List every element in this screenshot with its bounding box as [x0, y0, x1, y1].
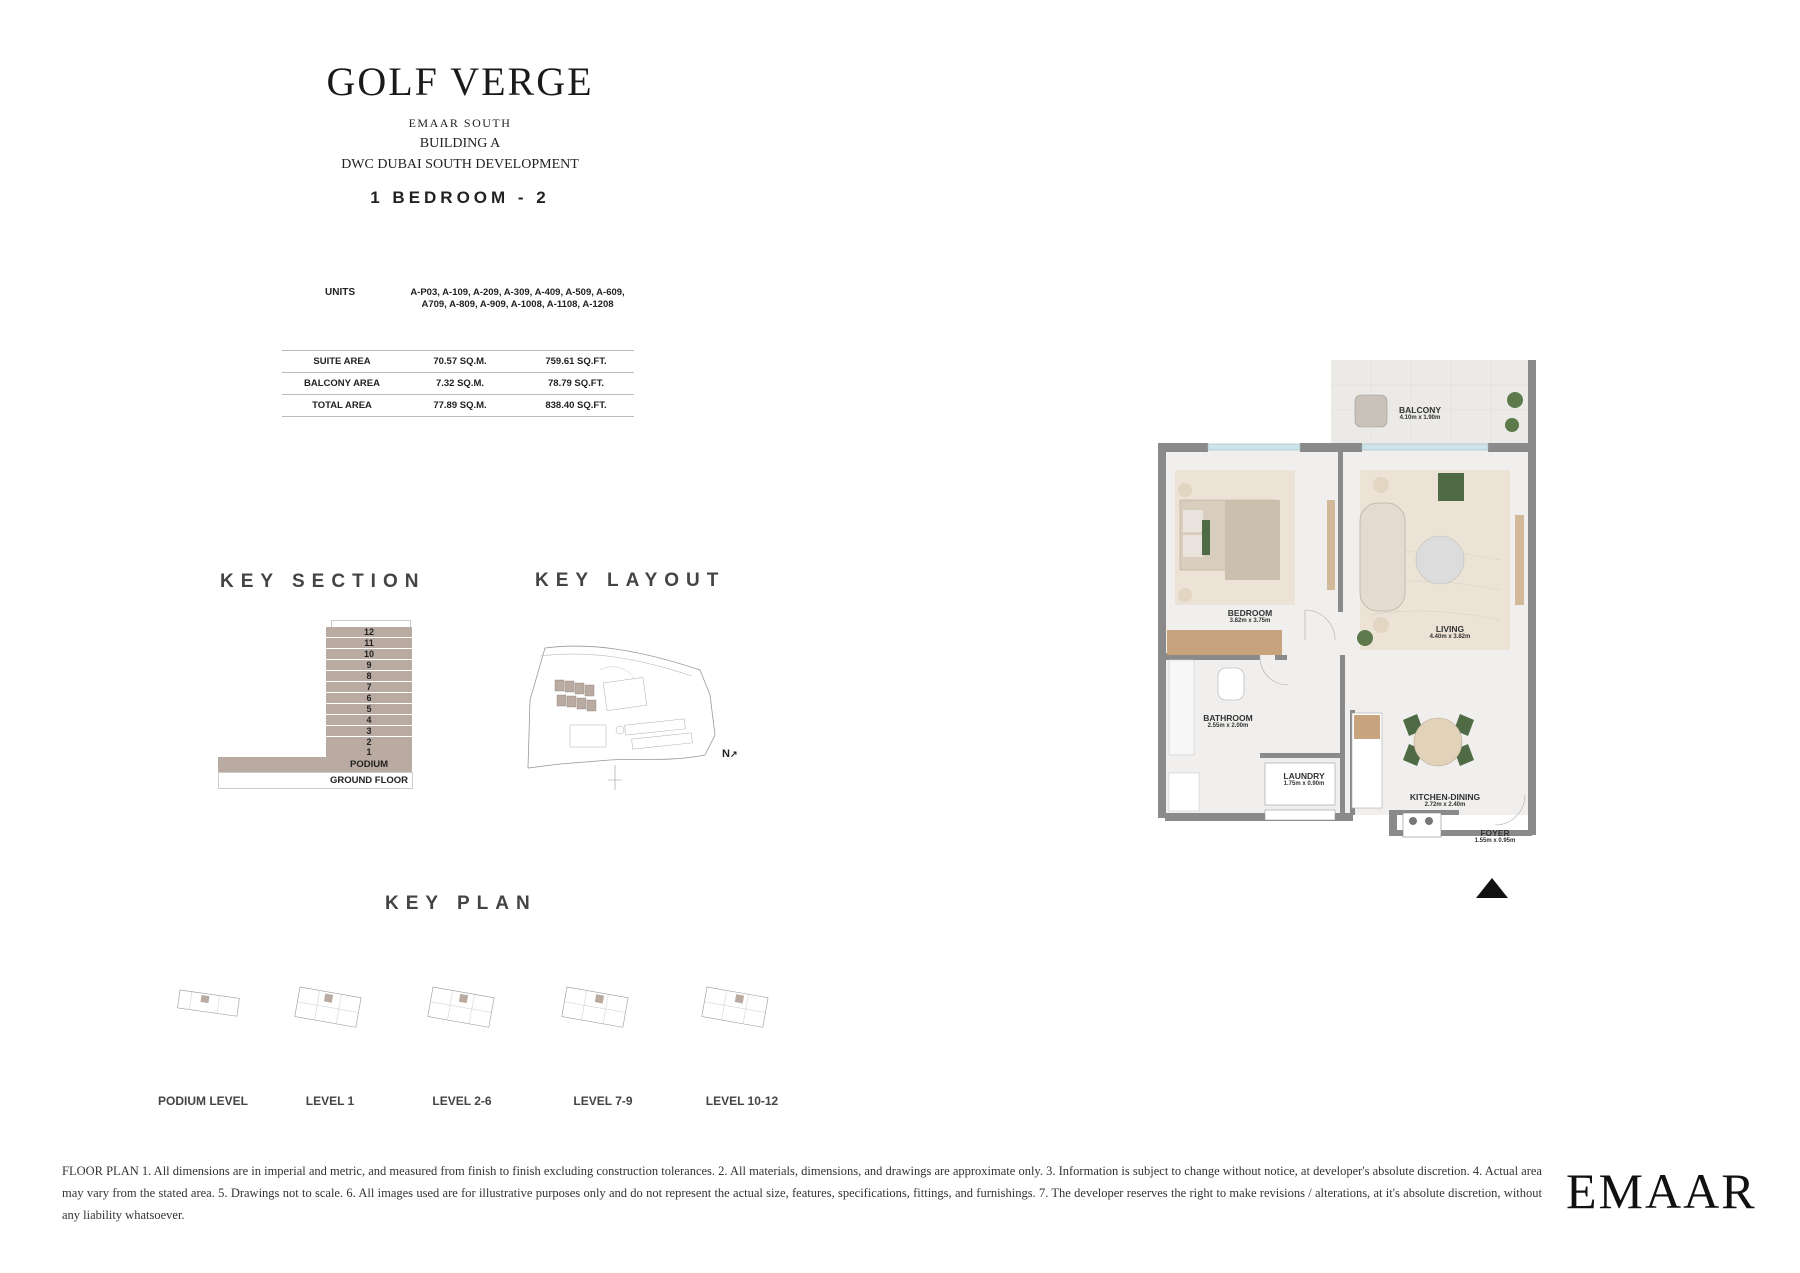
floor-11: 11	[326, 638, 412, 649]
key-section-title: KEY SECTION	[220, 571, 426, 592]
room-name: BATHROOM	[1203, 713, 1253, 723]
area-label: SUITE AREA	[282, 351, 402, 373]
units-label: UNITS	[325, 287, 355, 298]
area-sqm: 7.32 SQ.M.	[402, 373, 518, 395]
room-bedroom	[1210, 608, 1290, 624]
north-arrow-icon: ↗	[729, 749, 738, 759]
floor-7: 7	[326, 682, 412, 693]
unit-type-title: 1 BEDROOM - 2	[370, 188, 550, 207]
floor-9: 9	[326, 660, 412, 671]
keyplan-level2-6-thumb	[428, 987, 494, 1027]
table-row	[282, 373, 634, 395]
key-layout-site-plan	[520, 640, 750, 795]
keyplan-level7-9-thumb	[562, 987, 628, 1027]
keyplan-level1-thumb	[295, 987, 361, 1027]
room-name: KITCHEN-DINING	[1409, 792, 1481, 802]
floor-12: 12	[326, 627, 412, 638]
development-name: DWC DUBAI SOUTH DEVELOPMENT	[341, 157, 579, 172]
key-layout-title: KEY LAYOUT	[535, 570, 726, 591]
room-dims: 4.10m x 1.90m	[1399, 415, 1441, 421]
podium-label: PODIUM	[350, 759, 388, 770]
keyplan-label: LEVEL 7-9	[573, 1094, 633, 1108]
area-table	[282, 350, 634, 417]
area-sqft: 759.61 SQ.FT.	[518, 351, 634, 373]
disclaimer-text: FLOOR PLAN 1. All dimensions are in imperial and metric, and measured from finish to finish excluding construction tolerances. 2. All materials, dimensions, and drawings are approximate only. 3. Information is subject to change without notice, at developer's absolute discretion. 4. Actual area may vary from the stated area. 5. Drawings not to scale. 6. All images used are for illustrative purposes only and do not represent the actual size, features, specifications, fittings, and furnishings. 7. The developer reserves the right to make revisions / alterations, at it's absolute discretion, without any liability whatsoever.	[62, 1164, 1542, 1222]
keyplan-level10-12-thumb	[702, 987, 768, 1027]
room-kitchen-dining	[1395, 792, 1495, 808]
ground-label: GROUND FLOOR	[329, 775, 409, 786]
floor-1: 1	[326, 747, 412, 758]
room-dims: 2.55m x 2.00m	[1207, 723, 1249, 729]
table-row	[282, 395, 634, 417]
roof-outline	[331, 620, 411, 627]
floor-2: 2	[326, 737, 412, 748]
room-name: LAUNDRY	[1283, 771, 1325, 781]
community-name: EMAAR SOUTH	[408, 116, 512, 130]
room-dims: 4.40m x 3.82m	[1429, 634, 1471, 640]
north-indicator	[722, 748, 738, 760]
floor-3: 3	[326, 726, 412, 737]
room-balcony	[1380, 405, 1460, 421]
area-sqm: 70.57 SQ.M.	[402, 351, 518, 373]
floor-6: 6	[326, 693, 412, 704]
keyplan-podium-thumb	[177, 990, 239, 1016]
room-name: LIVING	[1435, 624, 1465, 634]
room-foyer	[1455, 828, 1535, 844]
area-label: BALCONY AREA	[282, 373, 402, 395]
key-section-diagram	[218, 617, 413, 792]
keyplan-label: LEVEL 10-12	[705, 1094, 779, 1108]
floor-4: 4	[326, 715, 412, 726]
emaar-logo: EMAAR	[1566, 1163, 1757, 1219]
room-name: BEDROOM	[1227, 608, 1273, 618]
key-plan-thumbnails	[175, 985, 795, 1035]
area-sqm: 77.89 SQ.M.	[402, 395, 518, 417]
room-dims: 2.72m x 2.40m	[1424, 802, 1466, 808]
room-laundry	[1264, 771, 1344, 787]
room-dims: 1.55m x 0.95m	[1474, 838, 1516, 844]
entrance-arrow-icon	[1476, 878, 1508, 898]
room-name: FOYER	[1480, 828, 1510, 838]
area-sqft: 838.40 SQ.FT.	[518, 395, 634, 417]
area-sqft: 78.79 SQ.FT.	[518, 373, 634, 395]
ground-floor	[218, 772, 413, 789]
floor-10: 10	[326, 649, 412, 660]
room-dims: 1.75m x 0.90m	[1283, 781, 1325, 787]
building-name: BUILDING A	[419, 136, 501, 151]
project-logo-title: GOLF VERGE	[326, 59, 594, 104]
units-list: A-P03, A-109, A-209, A-309, A-409, A-509, A-609, A709, A-809, A-909, A-1008, A-1108, A-1208	[410, 287, 625, 310]
table-row	[282, 351, 634, 373]
room-dims: 3.82m x 3.75m	[1229, 618, 1271, 624]
room-bathroom	[1188, 713, 1268, 729]
podium-floor	[218, 757, 412, 772]
floor-8: 8	[326, 671, 412, 682]
room-living	[1410, 624, 1490, 640]
room-name: BALCONY	[1398, 405, 1442, 415]
key-plan-title: KEY PLAN	[385, 893, 537, 914]
area-label: TOTAL AREA	[282, 395, 402, 417]
keyplan-label: LEVEL 1	[305, 1094, 355, 1108]
keyplan-label: LEVEL 2-6	[432, 1094, 492, 1108]
keyplan-label: PODIUM LEVEL	[157, 1094, 248, 1108]
floor-5: 5	[326, 704, 412, 715]
north-label: N	[722, 748, 730, 760]
